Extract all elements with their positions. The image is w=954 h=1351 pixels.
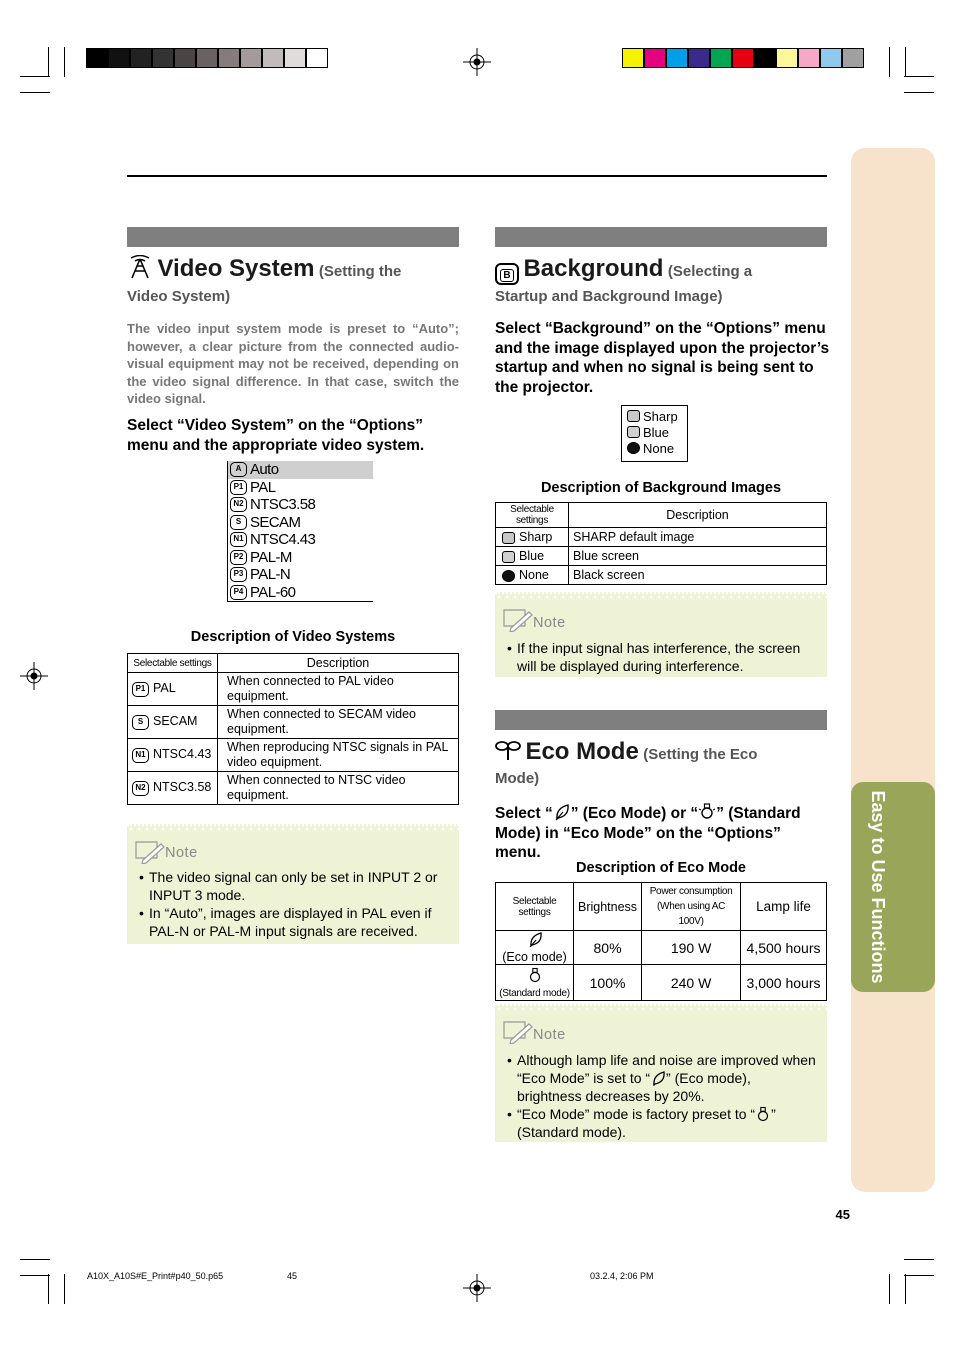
color-swatch [710, 48, 732, 68]
setting-badge-icon: N2 [230, 497, 247, 512]
table-cell: None [496, 566, 569, 585]
note-label: Note [165, 845, 198, 861]
table-row [128, 772, 459, 805]
table-row [128, 739, 459, 772]
crop-mark [905, 47, 906, 77]
eco-mode-subtitle-a: (Setting the Eco [643, 746, 758, 763]
menu-item-label: SECAM [250, 513, 301, 531]
table-cell: When reproducing NTSC signals in PAL video equipment. [218, 739, 459, 772]
antenna-icon [127, 255, 153, 279]
video-system-subtitle-b: Video System) [127, 288, 231, 305]
video-system-menu [227, 461, 373, 602]
menu-item[interactable] [622, 408, 687, 424]
menu-item[interactable] [228, 479, 373, 497]
setting-badge-icon: P2 [230, 550, 247, 565]
eco-leaf-icon [553, 803, 571, 821]
menu-item-label: Blue [643, 424, 670, 440]
table-cell: 100% [574, 965, 642, 1001]
gray-swatch [174, 48, 196, 68]
color-swatch [688, 48, 710, 68]
note-item: • The video signal can only be set in INPUT 2 or INPUT 3 mode. [139, 868, 451, 904]
eco-mode-note [495, 1004, 827, 1142]
standard-lamp-icon [755, 1105, 771, 1122]
crop-mark [889, 47, 890, 77]
eco-mode-table [495, 882, 827, 1001]
registration-target-icon [463, 48, 491, 76]
background-swatch-icon [627, 426, 640, 438]
color-swatch [622, 48, 644, 68]
eco-lamp-icon [495, 739, 521, 761]
menu-item-label: PAL [250, 478, 276, 496]
table-cell: (Eco mode) [496, 931, 574, 965]
color-swatch [754, 48, 776, 68]
menu-item[interactable] [228, 461, 373, 479]
eco-mode-subtitle-b: Mode) [495, 770, 540, 787]
color-swatch [798, 48, 820, 68]
video-system-title: Video System [157, 255, 315, 282]
setting-badge-icon: P4 [230, 585, 247, 600]
menu-item[interactable] [228, 531, 373, 549]
crop-mark [905, 1274, 906, 1304]
background-heading [495, 255, 827, 285]
setting-badge-icon: N2 [132, 781, 149, 796]
setting-badge-icon: P1 [132, 682, 149, 697]
video-system-instruction: Select “Video System” on the “Options” menu and the appropriate video system. [127, 417, 425, 454]
menu-item[interactable] [622, 440, 687, 456]
standard-lamp-icon [698, 801, 716, 821]
color-swatch [776, 48, 798, 68]
table-cell: Sharp [496, 528, 569, 547]
setting-badge-icon: N1 [132, 748, 149, 763]
menu-item-label: None [643, 440, 675, 456]
gray-swatch [152, 48, 174, 68]
crop-mark [64, 1274, 65, 1304]
table-row [128, 706, 459, 739]
crop-mark [20, 92, 50, 93]
eco-leaf-icon [527, 931, 543, 947]
table-cell: When connected to SECAM video equipment. [218, 706, 459, 739]
table-cell: S SECAM [128, 706, 218, 739]
crop-mark [904, 1275, 934, 1276]
table-cell: Blue screen [569, 547, 827, 566]
background-swatch-icon [502, 551, 515, 563]
menu-item-label: PAL-N [250, 566, 291, 584]
eco-leaf-icon [650, 1070, 666, 1086]
note-pencil-icon [133, 838, 165, 864]
setting-badge-icon: S [230, 515, 247, 530]
color-swatch [732, 48, 754, 68]
menu-item[interactable] [228, 549, 373, 567]
standard-lamp-icon [527, 966, 543, 983]
video-system-heading [127, 255, 459, 283]
page-number: 45 [835, 1207, 850, 1222]
crop-mark [64, 47, 65, 77]
eco-mode-heading [495, 738, 827, 766]
menu-item-label: NTSC3.58 [250, 496, 316, 514]
menu-item-label: Auto [250, 461, 279, 479]
note-item: • Although lamp life and noise are improved when “Eco Mode” is set to “ ” (Eco mode), brightness decreases by 20%. [507, 1051, 819, 1105]
menu-item-label: PAL-60 [250, 583, 296, 601]
table-cell: (Standard mode) [496, 965, 574, 1001]
background-note [495, 592, 827, 677]
registration-target-icon [463, 1274, 491, 1302]
side-background [851, 148, 935, 1192]
gray-swatch [240, 48, 262, 68]
section-bar [495, 227, 827, 247]
menu-item-label: PAL-M [250, 548, 292, 566]
background-title: Background [523, 255, 664, 282]
table-cell: When connected to NTSC video equipment. [218, 772, 459, 805]
background-swatch-icon [627, 410, 640, 422]
table-row [496, 566, 827, 585]
table-cell: 80% [574, 931, 642, 965]
background-swatch-icon [627, 442, 640, 454]
note-label: Note [533, 1027, 566, 1043]
color-swatch [666, 48, 688, 68]
setting-badge-icon: A [230, 462, 247, 477]
table-row [496, 528, 827, 547]
table-cell: Blue [496, 547, 569, 566]
note-label: Note [533, 615, 566, 631]
crop-mark [48, 47, 49, 77]
gray-swatch [262, 48, 284, 68]
video-system-subtitle-a: (Setting the [318, 263, 402, 280]
setting-badge-icon: N1 [230, 532, 247, 547]
gray-swatch [130, 48, 152, 68]
table-cell: SHARP default image [569, 528, 827, 547]
table-header: Brightness [574, 883, 642, 931]
crop-mark [904, 76, 934, 77]
registration-target-icon [20, 662, 48, 690]
menu-item[interactable] [228, 566, 373, 584]
footer-filename: A10X_A10S#E_Print#p40_50.p65 [87, 1271, 224, 1281]
table-header: Description [218, 654, 459, 673]
table-cell: 4,500 hours [741, 931, 827, 965]
table-cell: N2 NTSC3.58 [128, 772, 218, 805]
table-header: Power consumption (When using AC 100V) [642, 883, 741, 931]
background-subtitle-a: (Selecting a [667, 263, 753, 280]
video-system-table-caption: Description of Video Systems [190, 629, 396, 645]
eco-mode-title: Eco Mode [525, 738, 639, 765]
table-row [496, 547, 827, 566]
table-header: Description [569, 503, 827, 528]
gray-swatch [196, 48, 218, 68]
table-cell: 240 W [642, 965, 741, 1001]
crop-mark [889, 1274, 890, 1304]
note-pencil-icon [501, 606, 533, 632]
top-rule [127, 175, 827, 177]
crop-mark [20, 1275, 50, 1276]
section-bar [127, 227, 459, 247]
menu-item[interactable] [228, 514, 373, 532]
menu-item[interactable] [228, 584, 373, 602]
background-table-caption: Description of Background Images [540, 480, 782, 496]
crop-mark [20, 1259, 50, 1260]
table-header: Selectable settings [128, 654, 218, 673]
table-header: Selectable settings [496, 503, 569, 528]
menu-item[interactable] [622, 424, 687, 440]
gray-swatch [108, 48, 130, 68]
setting-badge-icon: P1 [230, 480, 247, 495]
gray-swatch [218, 48, 240, 68]
eco-mode-table-caption: Description of Eco Mode [576, 860, 746, 876]
color-swatch [644, 48, 666, 68]
table-cell: When connected to PAL video equipment. [218, 673, 459, 706]
background-subtitle-b: Startup and Background Image) [495, 288, 723, 305]
setting-badge-icon: P3 [230, 567, 247, 582]
video-system-table [127, 653, 459, 805]
note-item: • “Eco Mode” mode is factory preset to “ ” (Standard mode). [507, 1105, 819, 1141]
section-bar [495, 710, 827, 730]
background-table [495, 502, 827, 585]
menu-item-label: NTSC4.43 [250, 531, 316, 549]
gray-swatch [284, 48, 306, 68]
footer-timestamp: 03.2.4, 2:06 PM [590, 1271, 654, 1281]
video-system-note [127, 824, 459, 944]
eco-mode-instruction: Select “ ” (Eco Mode) or “ ” (Standard Mode) in “Eco Mode” on the “Options” menu. [495, 801, 830, 863]
table-cell: 190 W [642, 931, 741, 965]
color-swatch [820, 48, 842, 68]
gray-swatch [306, 48, 328, 68]
table-row [128, 673, 459, 706]
table-cell: P1 PAL [128, 673, 218, 706]
background-menu [621, 405, 688, 462]
table-header: Lamp life [741, 883, 827, 931]
background-b-icon: B [495, 263, 519, 285]
setting-badge-icon: S [132, 715, 149, 730]
table-cell: 3,000 hours [741, 965, 827, 1001]
note-pencil-icon [501, 1018, 533, 1044]
video-system-intro: The video input system mode is preset to “Auto”; however, a clear picture from the connected audio-visual equipment may not be received, depending on the video signal difference. In that case, switch the video signal. [127, 321, 459, 406]
color-swatch [842, 48, 864, 68]
table-header: Selectable settings [496, 883, 574, 931]
note-item: • In “Auto”, images are displayed in PAL even if PAL-N or PAL-M input signals are received. [139, 904, 451, 940]
note-item: • If the input signal has interference, the screen will be displayed during interference. [507, 639, 819, 675]
crop-mark [904, 1259, 934, 1260]
crop-mark [904, 92, 934, 93]
footer-page: 45 [287, 1271, 298, 1281]
background-swatch-icon [502, 532, 515, 544]
table-cell: Black screen [569, 566, 827, 585]
menu-item[interactable] [228, 496, 373, 514]
background-swatch-icon [502, 570, 515, 582]
crop-mark [48, 1274, 49, 1304]
background-instruction: Select “Background” on the “Options” menu and the image displayed upon the projector’s startup and when no signal is being sent to the projector. [495, 320, 830, 396]
crop-mark [20, 76, 50, 77]
gray-swatch [86, 48, 108, 68]
table-cell: N1 NTSC4.43 [128, 739, 218, 772]
menu-item-label: Sharp [643, 408, 678, 424]
section-tab-label: Easy to Use Functions [868, 790, 888, 984]
